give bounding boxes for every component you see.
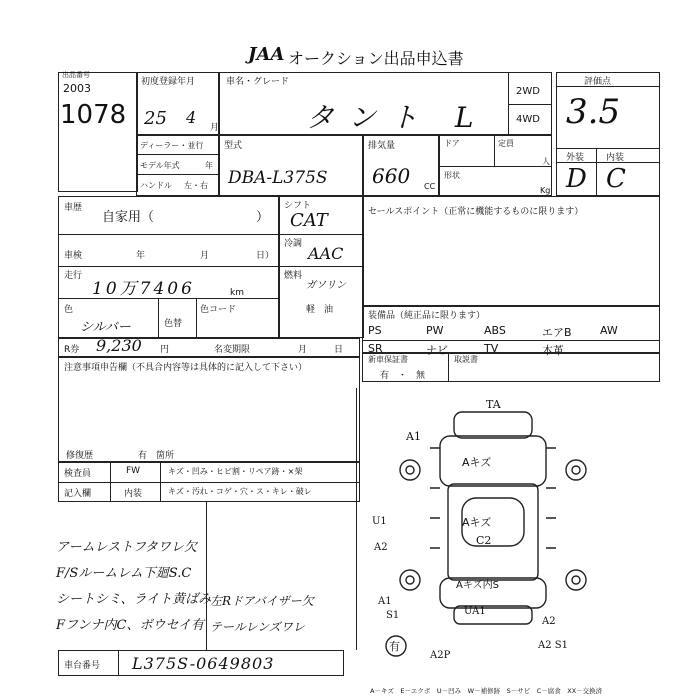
repair-label: 修復歴	[66, 451, 94, 461]
score-label: 評価点	[584, 77, 612, 87]
inspection-year: 年	[136, 251, 146, 261]
shift-value: CAT	[290, 210, 328, 231]
name-change-day: 日	[334, 345, 344, 355]
model-year-label: モデル年式	[140, 161, 180, 170]
diagram-mark-a2-rr: A2	[542, 616, 556, 627]
notes-label: 注意事項申告欄（不具合内容等は具体的に記入して下さい）	[64, 363, 308, 373]
drive-4wd: 4WD	[516, 114, 540, 125]
jaa-logo: JAA	[248, 44, 285, 65]
color-label: 色	[64, 305, 74, 315]
handwritten-note-right-1: テールレンズワレ	[210, 620, 305, 634]
vehicle-name-label: 車名・グレード	[226, 77, 290, 87]
checker-interior: 内装	[124, 489, 143, 499]
engine-label: 排気量	[368, 141, 396, 151]
inspection-day: 日）	[256, 251, 275, 261]
color-change-label: 色替	[164, 319, 183, 329]
warranty-label: 新車保証書	[368, 355, 408, 364]
color-code-label: 色コード	[200, 305, 237, 315]
color-value: シルバー	[80, 320, 131, 335]
drive-2wd: 2WD	[516, 86, 540, 97]
car-damage-diagram	[370, 388, 660, 661]
equipment-row2-item-3: 本革	[542, 344, 564, 357]
weight-unit: Kg	[540, 186, 551, 195]
diagram-mark-a2: A2	[374, 542, 388, 553]
warranty-options: 有 ・ 無	[380, 371, 426, 381]
recycle-value: 9,230	[96, 336, 142, 355]
diagram-mark-a2p: A2P	[430, 650, 451, 661]
form-title: オークション出品申込書	[288, 49, 464, 68]
aircon-value: AAC	[308, 244, 344, 263]
registration-era: 25	[144, 108, 167, 129]
shift-label: シフト	[284, 201, 312, 211]
handle-label: ハンドル	[140, 181, 172, 190]
checker-fw: FW	[126, 466, 141, 476]
recycle-label: R券	[64, 345, 80, 355]
handwritten-note-2: シートシミ、ライト黄ばみ	[56, 592, 212, 607]
damage-legend: A－キズ E－エクボ U－凹み W－補修跡 S－サビ C－腐食 XX－交換済	[370, 687, 603, 695]
sales-label: セールスポイント（正常に機能するものに限ります）	[368, 207, 584, 217]
aircon-label: 冷調	[284, 239, 303, 249]
diagram-mark-u1: U1	[372, 516, 387, 527]
registration-label: 初度登録年月	[141, 77, 196, 87]
registration-month: 4	[186, 108, 197, 127]
handwritten-note-1: F/Sルームレム下廻S.C	[56, 566, 192, 581]
lot-number: 1078	[60, 100, 127, 130]
fuel-label: 燃料	[284, 271, 303, 281]
mileage-unit: km	[230, 288, 244, 298]
score-value: 3.5	[566, 92, 621, 132]
diagram-mark-a1: A1	[406, 430, 421, 443]
checker-fill-label: 記入欄	[64, 489, 92, 499]
usage-close: ）	[256, 210, 270, 225]
diagram-mark-a1s1-s: S1	[386, 610, 400, 621]
lot-year-label: 出品番号	[62, 71, 90, 79]
diagram-mark-rear: Aキズ内S	[456, 580, 499, 591]
fuel-value: ガソリン	[306, 280, 346, 291]
equipment-row1-item-2: ABS	[484, 324, 506, 337]
checker-label: 検査員	[64, 469, 92, 479]
capacity-unit: 人	[542, 157, 550, 166]
diagram-mark-top: TA	[486, 398, 501, 411]
equipment-row1-item-0: PS	[368, 324, 382, 337]
diagram-mark-a1s1: A1	[378, 596, 392, 607]
equipment-row2-item-1: ナビ	[426, 344, 448, 357]
fuel-diesel: 軽 油	[306, 305, 334, 315]
score-ext: D	[566, 164, 587, 194]
engine-unit: CC	[424, 182, 436, 191]
repair-options: 有 箇所	[138, 451, 175, 461]
registration-month-unit: 月	[210, 123, 220, 133]
door-label: ドア	[444, 139, 460, 148]
chassis-label: 車台番号	[64, 661, 101, 671]
inspection-month: 月	[200, 251, 210, 261]
mileage-label: 走行	[64, 271, 83, 281]
equipment-row2-item-0: SR	[368, 342, 383, 355]
engine-value: 660	[372, 164, 411, 188]
diagram-mark-center2-c: C2	[476, 534, 492, 547]
checker-fw-items: キズ・凹み・ヒビ割・リペア跡・×架	[168, 467, 303, 476]
usage-label: 車歴	[64, 203, 83, 213]
equipment-row1-item-4: AW	[600, 324, 618, 337]
handwritten-note-right-0: 左Rドアバイザー欠	[210, 594, 314, 608]
usage-value: 自家用（	[102, 210, 155, 225]
diagram-mark-a2s: A2 S1	[538, 640, 568, 651]
mileage-value: 10万7406	[92, 279, 195, 299]
diagram-mark-ua1: UA1	[464, 606, 486, 617]
handwritten-note-0: アームレストフタワレ欠	[56, 540, 197, 555]
recycle-unit: 円	[160, 345, 170, 355]
model-year-unit: 年	[205, 161, 213, 170]
model-label: 型式	[224, 141, 243, 151]
capacity-label: 定員	[498, 139, 514, 148]
equipment-row2-item-2: TV	[484, 342, 499, 355]
chassis-value: L375S-0649803	[132, 654, 275, 673]
name-change-month: 月	[298, 345, 308, 355]
score-int: C	[606, 164, 626, 194]
score-int-label: 内装	[606, 153, 625, 163]
equipment-label: 装備品（純正品に限ります）	[368, 311, 486, 321]
vehicle-name: タント L	[306, 101, 488, 134]
handle-options: 左・右	[184, 181, 208, 190]
inspection-label: 車検	[64, 251, 83, 261]
diagram-mark-center1: Aキズ	[462, 456, 492, 469]
score-ext-label: 外装	[566, 153, 585, 163]
diagram-mark-yu: 有	[389, 640, 400, 653]
equipment-row1-item-1: PW	[426, 324, 444, 337]
lot-year: 2003	[63, 82, 91, 95]
handwritten-note-3: Fフンナ内C、ボウセイ有	[56, 618, 205, 633]
model-value: DBA-L375S	[228, 168, 328, 188]
checker-int-items: キズ・汚れ・コゲ・穴・ス・キレ・破レ	[168, 487, 312, 496]
shape-label: 形状	[444, 171, 460, 180]
equipment-row1-item-3: エアB	[542, 326, 572, 339]
name-change-label: 名変期限	[214, 345, 251, 355]
diagram-mark-center2: Aキズ	[462, 516, 492, 529]
manual-label: 取説書	[454, 355, 478, 364]
dealer-label: ディーラー・並行	[140, 141, 204, 150]
